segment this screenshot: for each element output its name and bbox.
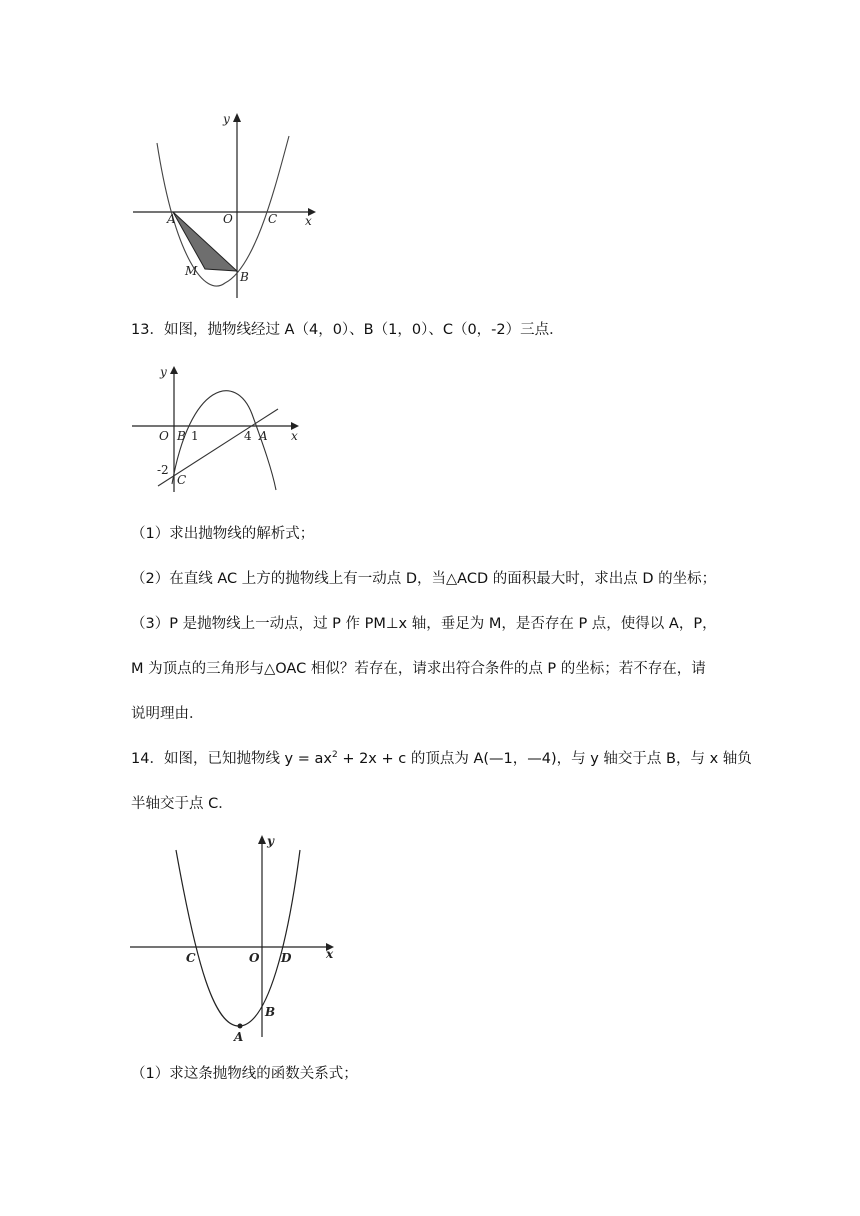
- label-y: y: [223, 112, 230, 126]
- label-a: A: [259, 429, 268, 443]
- y-axis-arrow: [233, 113, 241, 122]
- label-tick-1: 1: [191, 429, 199, 443]
- label-d: D: [281, 951, 292, 965]
- label-y: y: [160, 365, 167, 379]
- q14-stem-line1: [131, 749, 752, 769]
- label-x: x: [326, 947, 334, 961]
- label-x: x: [291, 429, 298, 443]
- q13-part2: （2）在直线 AC 上方的抛物线上有一动点 D，当△ACD 的面积最大时，求出点 D 的坐标；: [131, 571, 717, 587]
- label-tick-neg2: -2: [157, 463, 169, 477]
- line-ac: [158, 409, 278, 486]
- label-a: A: [167, 212, 176, 226]
- q13-part3-line1: （3）P 是抛物线上一动点，过 P 作 PM⊥x 轴，垂足为 M，是否存在 P 点，使得以 A，P，: [131, 616, 717, 632]
- label-m: M: [185, 264, 198, 278]
- y-axis-arrow: [258, 835, 266, 844]
- q14-stem-superscript: 2: [331, 750, 338, 761]
- label-tick-4: 4: [244, 429, 252, 443]
- figure-parabola-triangle-amb: [125, 108, 325, 303]
- vertex-point-a: [238, 1024, 243, 1029]
- label-c: C: [177, 473, 187, 487]
- label-c: C: [186, 951, 196, 965]
- y-axis-arrow: [170, 366, 178, 374]
- label-b: B: [265, 1005, 276, 1019]
- label-o: O: [249, 951, 260, 965]
- label-y: y: [267, 834, 274, 848]
- q13-part1: （1）求出抛物线的解析式；: [131, 526, 315, 542]
- label-b: B: [177, 429, 186, 443]
- label-b: B: [240, 270, 249, 284]
- label-a: A: [234, 1030, 244, 1044]
- figure-q13-parabola-line-ac: [128, 362, 308, 497]
- q14-part1: （1）求这条抛物线的函数关系式；: [131, 1066, 358, 1082]
- q14-stem-line2: 半轴交于点 C．: [131, 796, 233, 812]
- q13-stem: 13．如图，抛物线经过 A（4，0）、B（1，0）、C（0，-2）三点．: [131, 322, 564, 338]
- label-o: O: [223, 212, 233, 226]
- figure-q14-parabola: [128, 832, 343, 1047]
- q13-part3-line3: 说明理由．: [131, 706, 204, 722]
- parabola-curve: [176, 850, 300, 1026]
- q14-stem-text-b: + 2x + c 的顶点为 A(—1，—4)，与 y 轴交于点 B，与 x 轴负: [337, 751, 752, 767]
- label-x: x: [305, 214, 312, 228]
- label-c: C: [268, 212, 278, 226]
- q14-stem-text-a: 14．如图，已知抛物线 y = ax: [131, 751, 332, 767]
- q13-part3-line2: M 为顶点的三角形与△OAC 相似？若存在，请求出符合条件的点 P 的坐标；若不存在，请: [131, 661, 706, 677]
- label-o: O: [159, 429, 169, 443]
